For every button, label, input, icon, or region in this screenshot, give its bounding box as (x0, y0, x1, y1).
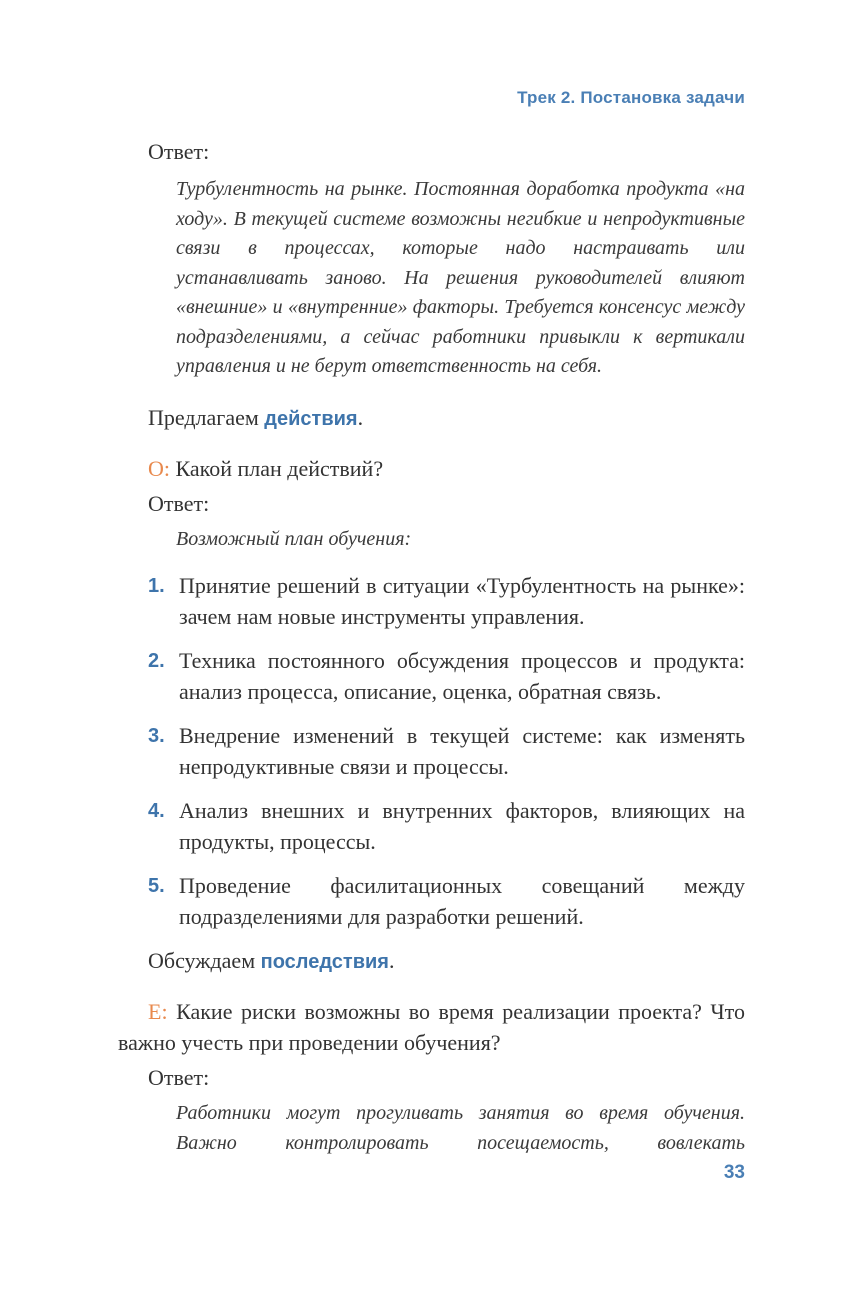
list-item (148, 795, 745, 857)
plan-list (148, 570, 745, 932)
list-item-number: 3. (148, 725, 165, 747)
consequence-highlight: последствия (260, 951, 389, 973)
running-header: Трек 2. Постановка задачи (517, 88, 745, 107)
answer-label-3: Ответ: (148, 1065, 210, 1090)
list-item-number: 1. (148, 575, 165, 597)
question-o-text: Какой план действий? (170, 455, 384, 481)
list-item (148, 870, 745, 932)
page-number: 33 (723, 1162, 745, 1183)
action-highlight: действия (264, 407, 358, 430)
page-content (118, 136, 745, 1158)
list-item (148, 645, 745, 707)
list-item-text: Анализ внешних и внутренних факторов, влияющих на продукты, процессы. (179, 798, 745, 854)
question-e (118, 996, 745, 1058)
answer-text-3: Работники могут прогуливать занятия во время обучения. Важно контролировать посещаемость, вовлекать (176, 1102, 745, 1154)
question-o-marker: О: (148, 455, 170, 481)
action-suffix: . (357, 404, 364, 430)
answer-label-2: Ответ: (148, 490, 210, 516)
consequence-suffix: . (388, 948, 395, 973)
list-item-number: 5. (148, 875, 165, 897)
list-item-text: Внедрение изменений в текущей системе: как изменять непродуктивные связи и процессы. (179, 723, 745, 779)
action-line (148, 402, 745, 435)
list-item (148, 570, 745, 632)
list-item (148, 720, 745, 782)
question-e-text: Какие риски возможны во время реализации проекта? Что важно учесть при проведении обучения? (118, 999, 745, 1055)
answer-label-1: Ответ: (148, 139, 210, 164)
list-item-text: Техника постоянного обсуждения процессов и продукта: анализ процесса, описание, оценка, обратная связь. (179, 648, 745, 704)
consequence-prefix: Обсуждаем (148, 948, 261, 973)
answer-text-2: Возможный план обучения: (176, 527, 412, 550)
list-item-number: 4. (148, 800, 165, 822)
list-item-text: Принятие решений в ситуации «Турбулентность на рынке»: зачем нам новые инструменты управления. (179, 573, 745, 629)
consequence-line (148, 945, 745, 978)
list-item-text: Проведение фасилитационных совещаний между подразделениями для разработки решений. (179, 873, 745, 929)
answer-text-1: Турбулентность на рынке. Постоянная доработка продукта «на ходу». В текущей системе возможны негибкие и непродуктивные связи в процессах, которые надо настраивать или устанавливать заново. На решения руководителей влияют «внешние» и «внутренние» факторы. Требуется консенсус между подразделениями, а сейчас работники привыкли к вертикали управления и не берут ответственность на себя. (176, 178, 745, 377)
question-e-marker: Е: (148, 999, 168, 1024)
list-item-number: 2. (148, 650, 165, 672)
action-prefix: Предлагаем (148, 404, 265, 430)
question-o (148, 453, 745, 484)
